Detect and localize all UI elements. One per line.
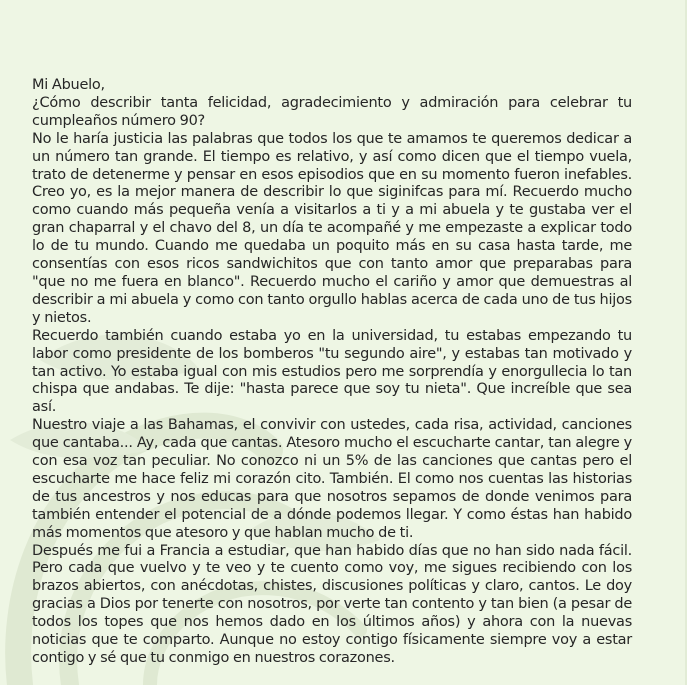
letter-paragraph: Después me fui a Francia a estudiar, que han habido días que no han sido nada fácil. Pero cada que vuelvo y te veo y te cuento como voy, me sigues recibiendo con los brazos abiertos, con anécdotas, chistes, discusiones políticas y claro, cantos. Le doy gracias a Dios por tenerte con nosotros, por verte tan contento y tan bien (a pesar de todos los topes que nos hemos dado en los últimos años) y ahora con la nuevas noticias que te comparto. Aunque no estoy contigo físicamente siempre voy a estar contigo y sé que tu conmigo en nuestros corazones. [32, 542, 632, 666]
letter-body [32, 77, 632, 668]
letter-greeting: Mi Abuelo, [32, 77, 105, 93]
letter-paragraph: ¿Cómo describir tanta felicidad, agradecimiento y admiración para celebrar tu cumpleaños número 90? [32, 94, 632, 129]
letter-paragraph: Nuestro viaje a las Bahamas, el convivir con ustedes, cada risa, actividad, canciones que cantaba... Ay, cada que cantas. Atesoro mucho el escucharte cantar, tan alegre y con esa voz tan peculiar. No conozco ni un 5% de las canciones que cantas pero el escucharte me hace feliz mi corazón cito. También. El como nos cuentas las historias de tus ancestros y nos educas para que nosotros sepamos de donde venimos para también entender el potencial de a dónde podemos llegar. Y como éstas han habido más momentos que atesoro y que hablan mucho de ti. [32, 417, 632, 541]
letter-paragraph: Recuerdo también cuando estaba yo en la universidad, tu estabas empezando tu labor como presidente de los bomberos "tu segundo aire", y estabas tan motivado y tan activo. Yo estaba igual con mis estudios pero me sorprendía y enorgullecia lo tan chispa que andabas. Te dije: "hasta parece que soy tu nieta". Que increíble que sea así. [32, 327, 632, 416]
letter-paragraph: No le haría justicia las palabras que todos los que te amamos te queremos dedicar a un número tan grande. El tiempo es relativo, y así como dicen que el tiempo vuela, trato de detenerme y pensar en esos episodios que en su momento fueron inefables. Creo yo, es la mejor manera de describir lo que siginifcas para mí. Recuerdo mucho como cuando más pequeña venía a visitarlos a ti y a mi abuela y te gustaba ver el gran chaparral y el chavo del 8, un día te acompañé y me empezaste a explicar todo lo de tu mundo. Cuando me quedaba un poquito más en su casa hasta tarde, me consentías con esos ricos sandwichitos que con tanto amor que preparabas para "que no me fuera en blanco". Recuerdo mucho el cariño y amor que demuestras al describir a mi abuela y como con tanto orgullo hablas acerca de cada uno de tus hijos y nietos. [32, 130, 632, 326]
